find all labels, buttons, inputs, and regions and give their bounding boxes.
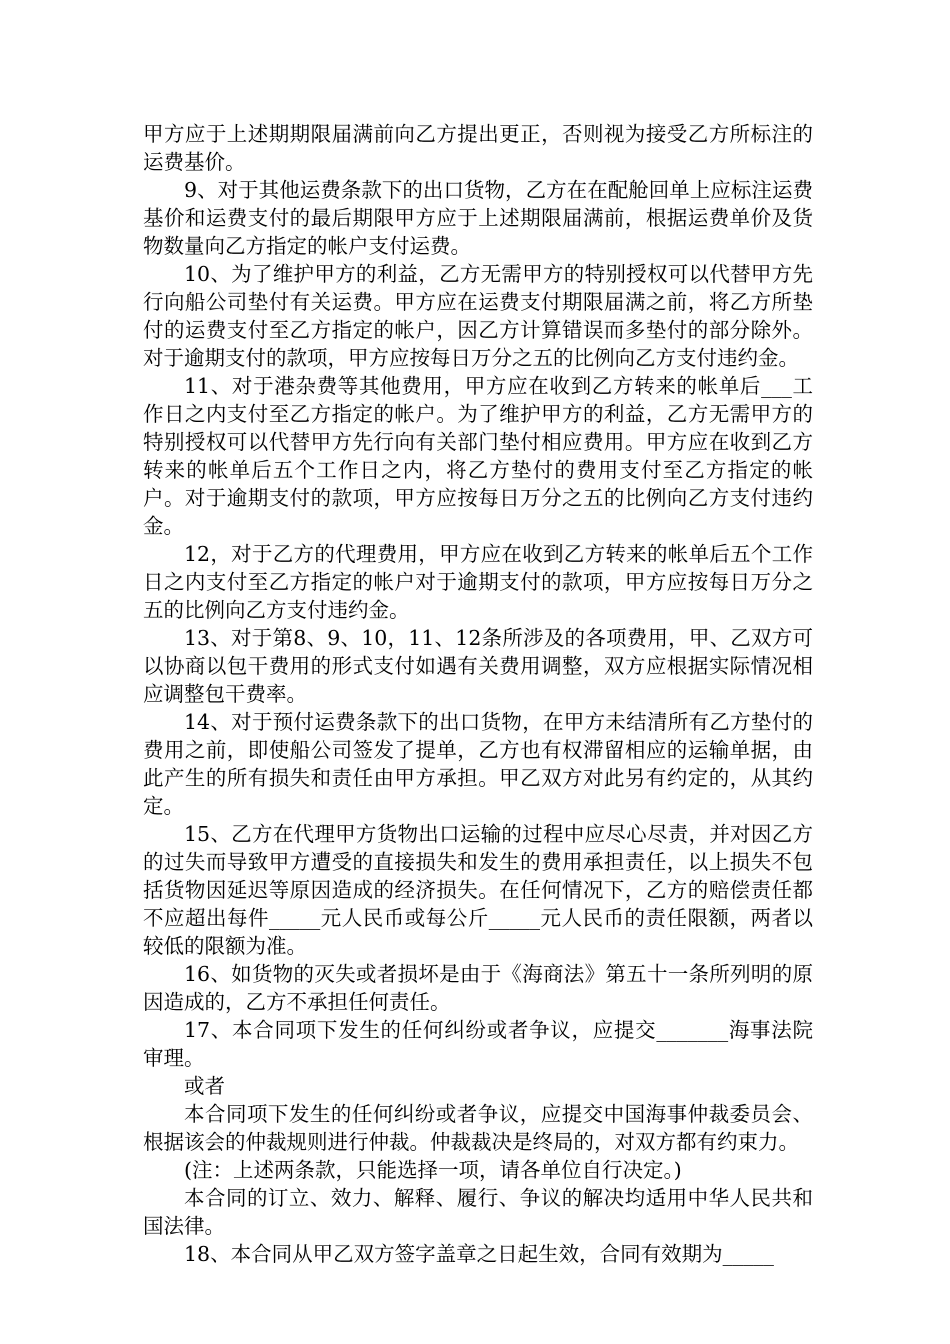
clause-13: 13、对于第8、9、10，11、12条所涉及的各项费用，甲、乙双方可以协商以包干费用的形式支付如遇有关费用调整，双方应根据实际情况相应调整包干费率。 [143,626,813,706]
clause-16: 16、如货物的灭失或者损坏是由于《海商法》第五十一条所列明的原因造成的，乙方不承担任何责任。 [143,962,813,1014]
clause-12: 12，对于乙方的代理费用，甲方应在收到乙方转来的帐单后五个工作日之内支付至乙方指定的帐户对于逾期支付的款项，甲方应按每日万分之五的比例向乙方支付违约金。 [143,542,813,622]
clause-17: 17、本合同项下发生的任何纠纷或者争议，应提交_______海事法院审理。 [143,1018,813,1070]
clause-18: 18、本合同从甲乙双方签字盖章之日起生效，合同有效期为_____ [184,1242,774,1266]
clause-10: 10、为了维护甲方的利益，乙方无需甲方的特别授权可以代替甲方先行向船公司垫付有关运费。甲方应在运费支付期限届满之前，将乙方所垫付的运费支付至乙方指定的帐户，因乙方计算错误而多垫付的部分除外。对于逾期支付的款项，甲方应按每日万分之五的比例向乙方支付违约金。 [143,262,813,370]
clause-9: 9、对于其他运费条款下的出口货物，乙方在在配舱回单上应标注运费基价和运费支付的最后期限甲方应于上述期限届满前，根据运费单价及货物数量向乙方指定的帐户支付运费。 [143,178,813,258]
clause-17-or: 或者 [184,1074,225,1098]
governing-law: 本合同的订立、效力、解释、履行、争议的解决均适用中华人民共和国法律。 [143,1186,813,1238]
clause-14: 14、对于预付运费条款下的出口货物，在甲方未结清所有乙方垫付的费用之前，即使船公司签发了提单，乙方也有权滞留相应的运输单据，由此产生的所有损失和责任由甲方承担。甲乙双方对此另有约定的，从其约定。 [143,710,813,818]
clause-15: 15、乙方在代理甲方货物出口运输的过程中应尽心尽责，并对因乙方的过失而导致甲方遭受的直接损失和发生的费用承担责任，以上损失不包括货物因延迟等原因造成的经济损失。在任何情况下，乙方的赔偿责任都不应超出每件_____元人民币或每公斤_____元人民币的责任限额，两者以较低的限额为准。 [143,822,813,958]
clause-11: 11、对于港杂费等其他费用，甲方应在收到乙方转来的帐单后___工作日之内支付至乙方指定的帐户。为了维护甲方的利益，乙方无需甲方的特别授权可以代替甲方先行向有关部门垫付相应费用。甲方应在收到乙方转来的帐单后五个工作日之内，将乙方垫付的费用支付至乙方指定的帐户。对于逾期支付的款项，甲方应按每日万分之五的比例向乙方支付违约金。 [143,374,813,538]
clause-17-arbitration: 本合同项下发生的任何纠纷或者争议，应提交中国海事仲裁委员会、根据该会的仲裁规则进行仲裁。仲裁裁决是终局的，对双方都有约束力。 [143,1102,813,1154]
paragraph-continuation: 甲方应于上述期期限届满前向乙方提出更正，否则视为接受乙方所标注的运费基价。 [143,122,813,174]
document-body [143,120,813,1268]
clause-17-note: (注：上述两条款，只能选择一项，请各单位自行决定。) [184,1158,682,1182]
